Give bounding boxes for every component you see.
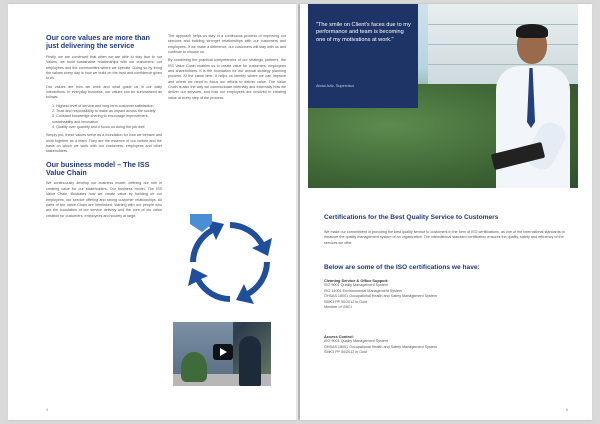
cert-item: SMK3 PP 50/2012 in Gold (324, 299, 367, 304)
heading-business-model: Our business model – The ISS Value Chain (46, 159, 150, 178)
cycle-center (212, 244, 248, 280)
cert-item: SMK3 PP 50/2012 in Gold (324, 350, 367, 355)
values-list-item: 1. Highest level of service and long-term customer satisfaction (52, 103, 154, 108)
video-thumbnail[interactable] (173, 322, 271, 386)
left-column-2 (168, 34, 286, 104)
values-list-item: 2. Trust and responsibility to make an impact across the society (52, 108, 156, 113)
values-intro-2: Our values are how we work and what guide us in our daily interactions. In everyday business, our values can be summarized as follows: (46, 84, 162, 100)
quote-text: "The smile on Client's faces due to my performance and team is becoming one of my motivations at work." (316, 22, 411, 43)
left-column-1 (46, 34, 162, 222)
page-number: 4 (46, 408, 48, 412)
value-chain-tag (190, 214, 214, 232)
cert-group-head: Access Control: (324, 334, 354, 339)
values-intro-1: Firstly, we are convinced that when we are able to stay true to our Values, we build sustainable relationships with our customers, our employees and the communities where we operate. Doing so by living the values every day is how we build on the trust and confidence given to us. (46, 54, 162, 81)
heading-core-values: Our core values are more than just delivering the service (46, 33, 150, 51)
cert-item: OHSAS 18001 Occupational Health and Safety Management System (324, 344, 437, 349)
cert-item: ISO 9001 Quality Management System (324, 283, 388, 288)
page-number: 5 (566, 408, 568, 412)
cert-item: OHSAS 18001 Occupational Health and Safety Management System (324, 294, 437, 299)
values-list-item: 3. Constant knowledge sharing to encourage improvement, sustainability and innovation (52, 114, 149, 124)
play-button[interactable] (213, 344, 233, 360)
cert-group-cleaning (324, 278, 574, 310)
cert-group-head: Cleaning Service & Office Support: (324, 278, 389, 283)
values-closing: Simply put, these values serve as a foundation for how we behave and work together as a team. They are the essence of our culture and the basis on which we work with our customers, employees and other stakeholders. (46, 133, 162, 154)
cert-title: Certifications for the Best Quality Service to Customers (324, 214, 499, 221)
values-list (46, 104, 162, 131)
business-model-text: We continuously develop our business model, defining our role in creating value for our stakeholders. Our business model, The ISS Value Chain, illustrates how we create value by building on our employees, our service offering and strong customer relationships. All parts of the Value Chain are interlinked, starting with our people who are the foundation of our service delivery and the core of our value creation for customers, employees and society at large. (46, 181, 162, 218)
quote-author: Abdul Aziz, Supervisor (316, 84, 354, 88)
col2-text-1: The approach helps us stay in a continuous process of improving our services and building stronger relationships with our customers and employees. If we make a difference, our customers will stay with us and continue to choose us. (168, 34, 286, 55)
right-page (300, 4, 592, 420)
cert-intro: We make our commitment in providing the best quality service to customers in the form of ISO certifications, as one of the international standards to measure the quality management system of an organization. The international standard certification ensures the quality, safety and efficiency of the services we offer. (324, 230, 565, 245)
iso-title: Below are some of the ISO certifications we have: (324, 264, 480, 271)
cert-item: ISO 9001 Quality Management System (324, 339, 388, 344)
play-icon (219, 348, 227, 356)
col2-text-2: By combining the practical competences of our strategic partners, the ISS Value Chain enables us to create value for customers, employees and shareholders. It is the foundation for our annual strategy planning process. At the same time, it helps us identify where we can improve and where we need to focus our efforts to deliver value. The Value Chain is also the way we communicate internally and externally how we deliver our services, and how our employees are involved in creating value at every step of the process. (168, 58, 286, 100)
quote-box (308, 4, 418, 108)
values-list-item: 4. Quality over quantity and a focus on doing the job well (52, 124, 145, 129)
cert-group-access (324, 334, 574, 356)
cert-item: Member of GBCI (324, 305, 352, 310)
cert-item: ISO 14001 Environmental Management System (324, 288, 403, 293)
left-page (8, 4, 298, 420)
